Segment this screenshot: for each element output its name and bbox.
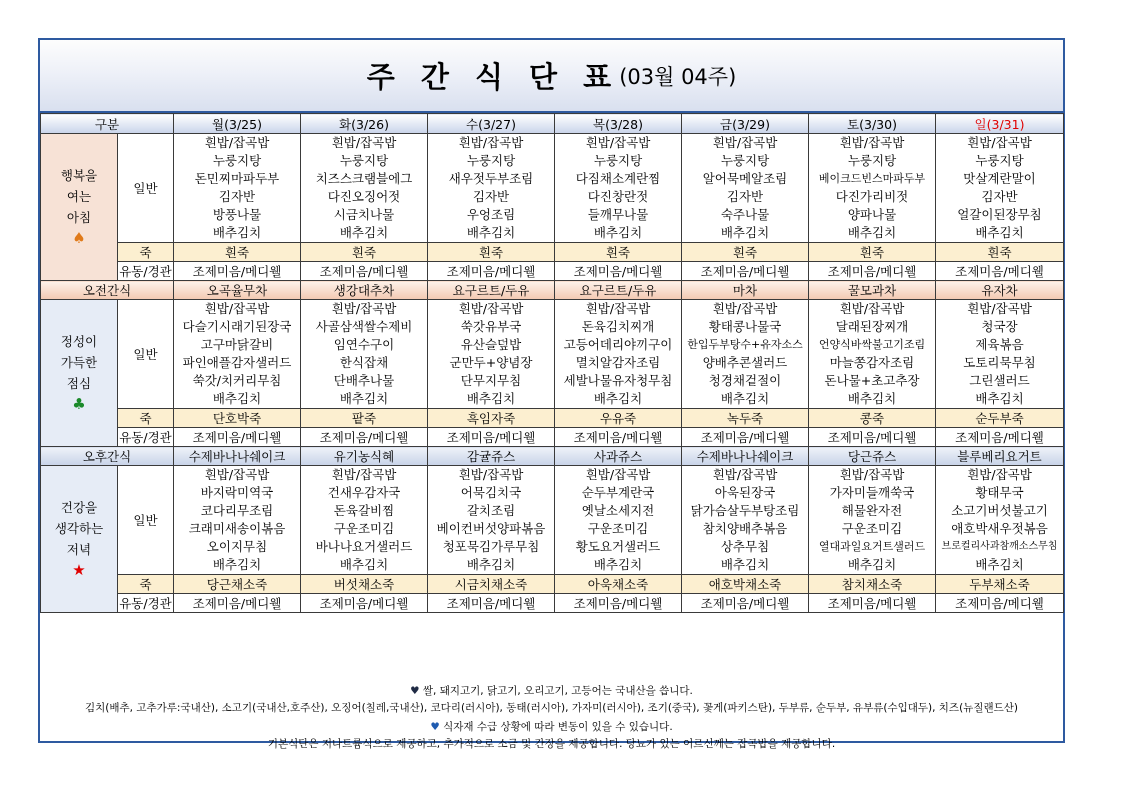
menu-item: 양배추콘샐러드 (702, 355, 788, 370)
menu-item: 들깨무나물 (587, 207, 649, 222)
menu-item: 흰밥/잡곡밥 (585, 301, 651, 316)
drink-cell: 조제미음/메디웰 (301, 594, 428, 613)
general-menu-cell (682, 134, 809, 243)
menu-item: 다진오징어젓 (327, 189, 401, 204)
drink-cell: 조제미음/메디웰 (682, 428, 809, 447)
juk-cell: 당근채소죽 (174, 575, 301, 594)
heart-icon: ♥ (410, 685, 420, 697)
juk-cell: 흰죽 (809, 243, 936, 262)
general-menu-cell (555, 134, 682, 243)
drink-cell: 조제미음/메디웰 (682, 262, 809, 281)
snack-cell: 수제바나나쉐이크 (682, 447, 809, 466)
menu-item: 황태콩나물국 (708, 319, 782, 334)
menu-item: 베이컨버섯양파볶음 (436, 521, 546, 536)
menu-item: 흰밥/잡곡밥 (204, 467, 270, 482)
juk-cell: 흰죽 (682, 243, 809, 262)
lunch-general-row (41, 300, 1064, 409)
drink-cell: 조제미음/메디웰 (301, 262, 428, 281)
menu-item: 우엉조림 (466, 207, 516, 222)
day-header: 금(3/29) (682, 114, 809, 134)
menu-item: 애호박새우젓볶음 (951, 521, 1048, 536)
section-label-line: 점심 (66, 376, 92, 391)
spade-icon: ♠ (72, 229, 86, 247)
snack-cell: 감귤쥬스 (428, 447, 555, 466)
menu-item: 고구마닭갈비 (200, 337, 274, 352)
menu-item: 시금치나물 (333, 207, 395, 222)
menu-item: 달래된장찌개 (835, 319, 909, 334)
juk-cell: 흰죽 (174, 243, 301, 262)
dinner-juk-row (41, 575, 1064, 594)
menu-item: 숙주나물 (720, 207, 770, 222)
menu-item: 흰밥/잡곡밥 (967, 135, 1032, 150)
drink-cell: 조제미음/메디웰 (682, 594, 809, 613)
menu-item: 배추김치 (720, 557, 770, 572)
general-menu-cell (682, 466, 809, 575)
general-menu-cell (682, 300, 809, 409)
menu-item: 쑥갓/치커리무침 (192, 373, 282, 388)
am_snack-row (41, 281, 1064, 300)
basic-note: 기본식단은 저나트륨식으로 제공하고, 추가적으로 소금 및 간장을 제공합니다. 당뇨가 있는 어르신께는 잡곡밥을 제공합니다. (267, 738, 836, 750)
day-header: 일(3/31) (936, 114, 1064, 134)
menu-item: 구운조미김 (841, 521, 903, 536)
menu-item: 옛날소세지전 (581, 503, 655, 518)
menu-item: 단배추나물 (333, 373, 395, 388)
day-header: 화(3/26) (301, 114, 428, 134)
breakfast-general-row (41, 134, 1064, 243)
menu-item: 흰밥/잡곡밥 (331, 301, 397, 316)
menu-item: 얼갈이된장무침 (957, 207, 1042, 222)
menu-item: 배추김치 (212, 557, 262, 572)
section-label-line: 건강을 (60, 500, 98, 515)
menu-item: 흰밥/잡곡밥 (331, 135, 397, 150)
menu-item: 오이지무침 (206, 539, 268, 554)
menu-item: 쑥갓유부국 (460, 319, 522, 334)
menu-item: 배추김치 (212, 391, 262, 406)
snack-label: 오전간식 (41, 281, 174, 300)
menu-item: 흰밥/잡곡밥 (458, 135, 524, 150)
club-icon: ♣ (72, 395, 86, 413)
menu-item: 돈민찌마파두부 (194, 171, 280, 186)
drink-cell: 조제미음/메디웰 (428, 594, 555, 613)
menu-item: 흰밥/잡곡밥 (712, 135, 778, 150)
section-label-line: 저녁 (66, 542, 92, 557)
menu-item: 한식잡채 (339, 355, 389, 370)
origin-note-1: ♥ 쌀, 돼지고기, 닭고기, 오리고기, 고등어는 국내산을 씁니다. (410, 685, 693, 697)
menu-item: 알어묵메알조림 (702, 171, 788, 186)
juk-cell: 녹두죽 (682, 409, 809, 428)
menu-item: 마늘쫑감자조림 (829, 355, 915, 370)
section-label-line: 여는 (66, 189, 92, 204)
menu-item: 언양식바싹불고기조림 (818, 338, 926, 351)
section-label-line: 정성이 (60, 334, 98, 349)
general-menu-cell (428, 466, 555, 575)
breakfast-drink-row (41, 262, 1064, 281)
sub-label-drink: 유동/경관 (118, 594, 174, 613)
general-menu-cell (809, 134, 936, 243)
drink-cell: 조제미음/메디웰 (936, 262, 1064, 281)
juk-cell: 흰죽 (936, 243, 1064, 262)
menu-item: 흰밥/잡곡밥 (204, 135, 270, 150)
menu-item: 베이크드빈스마파두부 (818, 172, 926, 185)
menu-item: 어묵김치국 (460, 485, 522, 500)
snack-cell: 꿀모과차 (809, 281, 936, 300)
menu-item: 군만두+양념장 (449, 355, 533, 370)
lunch-section-label (41, 300, 118, 447)
menu-item: 김자반 (726, 189, 764, 204)
origin-note-2: 김치(배추, 고추가루:국내산), 소고기(국내산,호주산), 오징어(칠레,국내산), 코다리(러시아), 동태(러시아), 가자미(러시아), 조기(중국), 꽃게(파키스탄), 두부류, 순두부, 유부류(수입대두), 치즈(뉴질랜드산) (85, 702, 1018, 714)
menu-item: 유산슬덮밥 (460, 337, 522, 352)
drink-cell: 조제미음/메디웰 (809, 262, 936, 281)
juk-cell: 참치채소죽 (809, 575, 936, 594)
menu-item: 구운조미김 (333, 521, 395, 536)
menu-item: 누룽지탕 (975, 153, 1024, 168)
menu-item: 흰밥/잡곡밥 (839, 301, 905, 316)
menu-item: 파인애플감자샐러드 (182, 355, 292, 370)
juk-cell: 버섯채소죽 (301, 575, 428, 594)
sub-label-juk: 죽 (118, 409, 174, 428)
dinner-drink-row (41, 594, 1064, 613)
general-menu-cell (301, 300, 428, 409)
general-menu-cell (936, 466, 1064, 575)
general-menu-cell (809, 300, 936, 409)
juk-cell: 팥죽 (301, 409, 428, 428)
snack-cell: 당근쥬스 (809, 447, 936, 466)
day-header: 수(3/27) (428, 114, 555, 134)
menu-item: 누룽지탕 (593, 153, 643, 168)
drink-cell: 조제미음/메디웰 (936, 594, 1064, 613)
menu-item: 흰밥/잡곡밥 (331, 467, 397, 482)
page-title: 주 간 식 단 표 (366, 60, 620, 94)
general-menu-cell (555, 466, 682, 575)
menu-item: 김자반 (472, 189, 510, 204)
snack-cell: 유기농식혜 (301, 447, 428, 466)
menu-item: 배추김치 (339, 557, 389, 572)
header-row (41, 114, 1064, 134)
snack-cell: 마차 (682, 281, 809, 300)
menu-item: 방풍나물 (212, 207, 262, 222)
menu-item: 상추무침 (720, 539, 770, 554)
drink-cell: 조제미음/메디웰 (809, 594, 936, 613)
drink-cell: 조제미음/메디웰 (555, 262, 682, 281)
sub-label-general: 일반 (118, 466, 174, 575)
menu-item: 흰밥/잡곡밥 (839, 135, 905, 150)
menu-item: 청경채겉절이 (708, 373, 782, 388)
juk-cell: 우유죽 (555, 409, 682, 428)
menu-item: 해물완자전 (841, 503, 903, 518)
menu-item: 그린샐러드 (969, 373, 1030, 388)
menu-item: 아욱된장국 (714, 485, 776, 500)
drink-cell: 조제미음/메디웰 (555, 594, 682, 613)
menu-item: 갈치조림 (466, 503, 516, 518)
menu-item: 치즈스크램블에그 (315, 171, 413, 186)
juk-cell: 시금치채소죽 (428, 575, 555, 594)
menu-item: 누룽지탕 (212, 153, 262, 168)
lunch-drink-row (41, 428, 1064, 447)
menu-item: 김자반 (981, 189, 1018, 204)
sub-label-drink: 유동/경관 (118, 428, 174, 447)
menu-item: 소고기버섯불고기 (951, 503, 1048, 518)
general-menu-cell (428, 134, 555, 243)
menu-item: 브로컬리사과참깨소스무침 (941, 541, 1058, 552)
menu-item: 배추김치 (593, 391, 643, 406)
drink-cell: 조제미음/메디웰 (174, 262, 301, 281)
menu-item: 건새우감자국 (327, 485, 401, 500)
menu-item: 배추김치 (339, 391, 389, 406)
menu-item: 청포묵김가루무침 (442, 539, 540, 554)
general-menu-cell (809, 466, 936, 575)
menu-item: 배추김치 (466, 557, 516, 572)
menu-item: 바지락미역국 (200, 485, 274, 500)
snack-cell: 요구르트/두유 (428, 281, 555, 300)
change-note: ♥ 식자재 수급 상황에 따라 변동이 있을 수 있습니다. (430, 721, 673, 733)
section-label-line: 생각하는 (54, 521, 104, 536)
menu-item: 배추김치 (847, 391, 897, 406)
dinner-general-row (41, 466, 1064, 575)
snack-cell: 사과쥬스 (555, 447, 682, 466)
heart-icon: ♥ (430, 721, 440, 733)
sub-label-drink: 유동/경관 (118, 262, 174, 281)
title-band (40, 40, 1063, 113)
menu-item: 배추김치 (720, 225, 770, 240)
juk-cell: 애호박채소죽 (682, 575, 809, 594)
menu-item: 누룽지탕 (847, 153, 897, 168)
drink-cell: 조제미음/메디웰 (555, 428, 682, 447)
drink-cell: 조제미음/메디웰 (809, 428, 936, 447)
menu-item: 배추김치 (466, 391, 516, 406)
general-menu-cell (936, 134, 1064, 243)
menu-item: 배추김치 (975, 225, 1024, 240)
drink-cell: 조제미음/메디웰 (174, 594, 301, 613)
week-label: (03월 04주) (619, 64, 737, 89)
drink-cell: 조제미음/메디웰 (301, 428, 428, 447)
section-label-line: 아침 (66, 210, 92, 225)
menu-item: 닭가슴살두부탕조림 (690, 503, 800, 518)
menu-item: 배추김치 (720, 391, 770, 406)
menu-item: 배추김치 (339, 225, 389, 240)
menu-item: 흰밥/잡곡밥 (967, 467, 1032, 482)
juk-cell: 콩죽 (809, 409, 936, 428)
sub-label-juk: 죽 (118, 575, 174, 594)
menu-item: 배추김치 (847, 225, 897, 240)
general-menu-cell (301, 134, 428, 243)
pm_snack-row (41, 447, 1064, 466)
menu-item: 누룽지탕 (720, 153, 770, 168)
menu-item: 다진가리비젓 (835, 189, 909, 204)
snack-cell: 생강대추차 (301, 281, 428, 300)
menu-item: 황태무국 (975, 485, 1024, 500)
drink-cell: 조제미음/메디웰 (936, 428, 1064, 447)
menu-item: 돈나물+초고추장 (824, 373, 920, 388)
menu-item: 다짐채소계란찜 (575, 171, 661, 186)
notes (40, 683, 1063, 753)
menu-item: 다슬기시래기된장국 (182, 319, 292, 334)
snack-cell: 요구르트/두유 (555, 281, 682, 300)
snack-cell: 블루베리요거트 (936, 447, 1064, 466)
menu-item: 양파나물 (847, 207, 897, 222)
menu-item: 김자반 (218, 189, 256, 204)
day-header: 목(3/28) (555, 114, 682, 134)
dinner-section-label (41, 466, 118, 613)
menu-item: 돈육김치찌개 (581, 319, 655, 334)
breakfast-section-label (41, 134, 118, 281)
day-header: 토(3/30) (809, 114, 936, 134)
weekly-menu-table (40, 113, 1064, 613)
general-menu-cell (174, 466, 301, 575)
juk-cell: 흑임자죽 (428, 409, 555, 428)
drink-cell: 조제미음/메디웰 (428, 262, 555, 281)
snack-cell: 오곡율무차 (174, 281, 301, 300)
menu-item: 바나나요거샐러드 (315, 539, 413, 554)
menu-item: 다진창란젓 (587, 189, 649, 204)
menu-item: 멸치알감자조림 (575, 355, 661, 370)
menu-item: 한입두부탕수+유자소스 (687, 338, 803, 351)
menu-item: 새우젓두부조림 (448, 171, 534, 186)
menu-item: 흰밥/잡곡밥 (967, 301, 1032, 316)
menu-item: 흰밥/잡곡밥 (458, 301, 524, 316)
menu-item: 흰밥/잡곡밥 (585, 467, 651, 482)
snack-cell: 유자차 (936, 281, 1064, 300)
menu-item: 흰밥/잡곡밥 (204, 301, 270, 316)
general-menu-cell (301, 466, 428, 575)
sub-label-general: 일반 (118, 300, 174, 409)
general-menu-cell (174, 134, 301, 243)
juk-cell: 흰죽 (301, 243, 428, 262)
menu-item: 흰밥/잡곡밥 (712, 467, 778, 482)
snack-label: 오후간식 (41, 447, 174, 466)
menu-item: 단무지무침 (460, 373, 522, 388)
menu-item: 사골삼색쌀수제비 (315, 319, 413, 334)
menu-item: 크래미새송이볶음 (188, 521, 286, 536)
sub-label-juk: 죽 (118, 243, 174, 262)
menu-item: 배추김치 (975, 557, 1024, 572)
sub-label-general: 일반 (118, 134, 174, 243)
menu-item: 가자미들깨쑥국 (829, 485, 915, 500)
drink-cell: 조제미음/메디웰 (174, 428, 301, 447)
menu-item: 고등어데리야끼구이 (563, 337, 673, 352)
menu-item: 구운조미김 (587, 521, 649, 536)
menu-item: 배추김치 (975, 391, 1024, 406)
menu-frame (38, 38, 1065, 750)
menu-item: 흰밥/잡곡밥 (712, 301, 778, 316)
juk-cell: 두부채소죽 (936, 575, 1064, 594)
menu-item: 흰밥/잡곡밥 (458, 467, 524, 482)
juk-cell: 흰죽 (555, 243, 682, 262)
menu-item: 배추김치 (593, 557, 643, 572)
menu-item: 돈육갈비찜 (333, 503, 395, 518)
menu-item: 열대과일요거트샐러드 (818, 540, 926, 553)
menu-item: 도토리묵무침 (963, 355, 1036, 370)
drink-cell: 조제미음/메디웰 (428, 428, 555, 447)
menu-item: 제육볶음 (975, 337, 1024, 352)
menu-item: 배추김치 (212, 225, 262, 240)
header-category: 구분 (41, 114, 174, 134)
star-icon: ★ (72, 561, 86, 579)
menu-item: 임연수구이 (333, 337, 395, 352)
general-menu-cell (555, 300, 682, 409)
menu-item: 황도요거샐러드 (575, 539, 661, 554)
breakfast-juk-row (41, 243, 1064, 262)
menu-item: 누룽지탕 (466, 153, 516, 168)
general-menu-cell (936, 300, 1064, 409)
menu-item: 누룽지탕 (339, 153, 389, 168)
juk-cell: 순두부죽 (936, 409, 1064, 428)
menu-item: 참치양배추볶음 (702, 521, 788, 536)
menu-item: 코다리무조림 (200, 503, 274, 518)
menu-item: 청국장 (981, 319, 1018, 334)
menu-item: 맛살계란말이 (963, 171, 1036, 186)
menu-item: 흰밥/잡곡밥 (839, 467, 905, 482)
juk-cell: 아욱채소죽 (555, 575, 682, 594)
menu-item: 흰밥/잡곡밥 (585, 135, 651, 150)
menu-item: 배추김치 (847, 557, 897, 572)
section-label-line: 행복을 (60, 168, 98, 183)
menu-item: 순두부계란국 (581, 485, 655, 500)
general-menu-cell (428, 300, 555, 409)
juk-cell: 흰죽 (428, 243, 555, 262)
menu-item: 배추김치 (593, 225, 643, 240)
juk-cell: 단호박죽 (174, 409, 301, 428)
menu-item: 세발나물유자청무침 (563, 373, 673, 388)
section-label-line: 가득한 (60, 355, 98, 370)
lunch-juk-row (41, 409, 1064, 428)
day-header: 월(3/25) (174, 114, 301, 134)
snack-cell: 수제바나나쉐이크 (174, 447, 301, 466)
general-menu-cell (174, 300, 301, 409)
menu-item: 배추김치 (466, 225, 516, 240)
